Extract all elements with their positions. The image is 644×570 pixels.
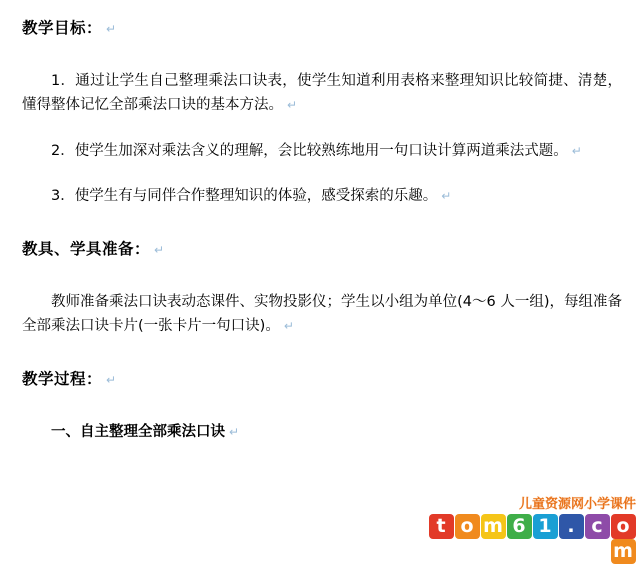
paragraph-text: 教师准备乘法口诀表动态课件、实物投影仪；学生以小组为单位(4～6 人一组)，每组准备全部乘法口诀卡片(一张卡片一句口诀)。 [22,294,622,334]
logo-letter: 6 [507,514,532,539]
heading-text: 教学目标： [22,19,103,37]
watermark-site-name: 儿童资源网小学课件 [518,497,636,512]
logo-letter: o [455,514,480,539]
goal-paragraph-1 [22,70,622,118]
paragraph-mark-icon: ↵ [441,189,452,204]
spacer [22,209,622,239]
logo-letter: 1 [533,514,558,539]
subheading-text: 一、自主整理全部乘法口诀 [51,423,225,440]
paragraph-mark-icon: ↵ [154,243,165,258]
watermark [426,493,636,564]
section-heading-teaching-goals [22,18,622,40]
logo-letter: o [611,514,636,539]
spacer [22,261,622,291]
heading-text: 教具、学具准备： [22,240,151,259]
logo-letter: . [559,514,584,539]
paragraph-text: 3．使学生有与同伴合作整理知识的体验，感受探索的乐趣。 [51,188,438,205]
goal-paragraph-3 [22,185,622,209]
section-heading-teaching-process [22,369,622,391]
paragraph-mark-icon: ↵ [106,372,117,387]
paragraph-mark-icon: ↵ [571,143,582,158]
spacer [22,339,622,369]
logo-letter: m [611,539,636,564]
section-heading-teaching-aids [22,239,622,261]
paragraph-mark-icon: ↵ [229,424,240,439]
spacer [22,163,622,185]
spacer [22,391,622,421]
aids-paragraph-1 [22,291,622,339]
paragraph-mark-icon: ↵ [106,22,117,36]
logo-letter: m [481,514,506,539]
spacer [22,40,622,70]
goal-paragraph-2 [22,140,622,164]
logo-letter: c [585,514,610,539]
paragraph-text: 1．通过让学生自己整理乘法口诀表，使学生知道利用表格来整理知识比较简捷、清楚，懂得整体记忆全部乘法口诀的基本方法。 [22,72,622,113]
paragraph-mark-icon: ↵ [287,97,298,112]
paragraph-text: 2．使学生加深对乘法含义的理解，会比较熟练地用一句口诀计算两道乘法式题。 [51,142,568,159]
logo-letter: t [429,514,454,539]
heading-text: 教学过程： [22,369,103,388]
subsection-heading-organize-multiplication-formulas [22,421,622,444]
paragraph-mark-icon: ↵ [283,318,294,333]
spacer [22,118,622,140]
watermark-logo [426,514,636,564]
